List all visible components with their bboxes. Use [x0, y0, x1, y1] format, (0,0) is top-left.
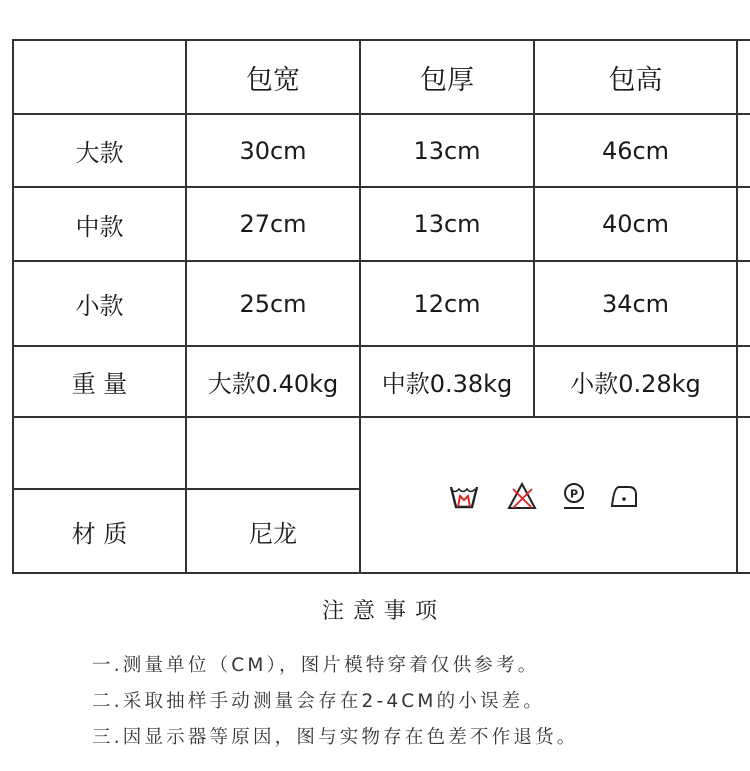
- note-item: 一.测量单位（CM），图片模特穿着仅供参考。: [92, 655, 540, 676]
- small-thickness: 12cm: [413, 289, 481, 318]
- table-line: [12, 572, 750, 574]
- row-label-large: 大款: [75, 139, 124, 167]
- weight-small: 小款0.28kg: [570, 370, 701, 398]
- hand-wash-icon: [449, 481, 479, 511]
- row-label-material: 材 质: [71, 519, 128, 548]
- dry-clean-p-icon: [561, 481, 587, 513]
- note-item: 三.因显示器等原因，图与实物存在色差不作退货。: [92, 727, 579, 748]
- weight-medium: 中款0.38kg: [381, 370, 513, 398]
- medium-thickness: 13cm: [413, 210, 481, 238]
- note-item: 二.采取抽样手动测量会存在2-4CM的小误差。: [92, 691, 546, 712]
- row-label-medium: 中款: [75, 212, 124, 241]
- large-width: 30cm: [239, 136, 307, 165]
- medium-height: 40cm: [601, 210, 670, 238]
- header-thickness: 包厚: [420, 64, 474, 96]
- no-bleach-icon: [507, 481, 537, 511]
- header-height: 包高: [608, 64, 663, 96]
- large-height: 46cm: [601, 136, 670, 165]
- notes-title: 注意事项: [321, 599, 446, 624]
- material-value: 尼龙: [249, 519, 297, 548]
- care-icons: [449, 481, 639, 515]
- small-height: 34cm: [601, 289, 670, 318]
- svg-text:P: P: [569, 487, 579, 501]
- row-label-small: 小款: [75, 292, 124, 320]
- medium-width: 27cm: [239, 210, 307, 238]
- row-label-weight: 重 量: [71, 370, 128, 398]
- header-width: 包宽: [246, 64, 300, 96]
- table-line: [12, 416, 750, 418]
- weight-large: 大款0.40kg: [207, 370, 339, 398]
- table-line: [736, 39, 738, 574]
- large-thickness: 13cm: [413, 136, 481, 165]
- small-width: 25cm: [239, 289, 307, 318]
- iron-low-icon: [609, 481, 639, 511]
